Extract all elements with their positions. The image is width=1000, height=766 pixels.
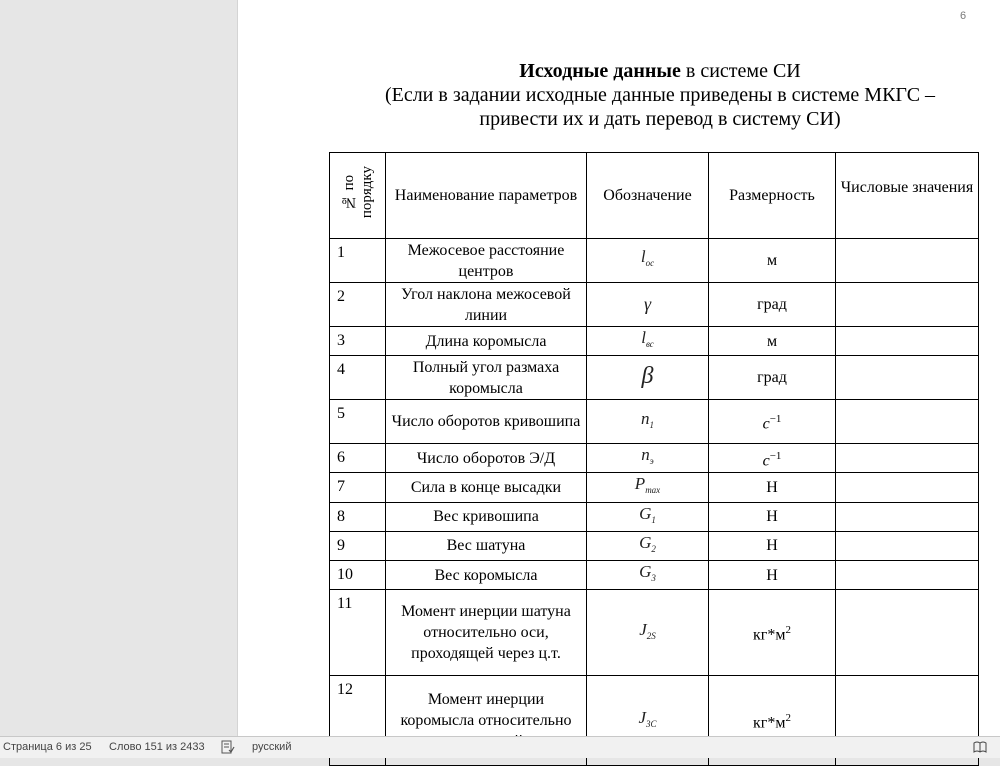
parameter-value[interactable] [836,283,979,327]
status-word-count[interactable]: Слово 151 из 2433 [109,741,205,753]
table-row [330,400,979,444]
symbol-subscript: вс [645,339,654,350]
table-row [330,283,979,327]
unit-text: Н [766,566,778,584]
symbol-subscript: 3 [651,573,656,584]
symbol-subscript: ос [645,258,655,269]
unit-text: град [757,296,787,313]
parameter-name[interactable]: Сила в конце высадки [386,473,587,502]
parameter-name[interactable]: Угол наклона межосевой линии [386,283,587,327]
symbol-glyph: P [634,474,646,494]
symbol-glyph: G [639,532,652,552]
symbol-glyph: l [641,328,646,347]
parameter-value[interactable] [836,531,979,560]
symbol-glyph: G [639,561,652,581]
row-number[interactable]: 5 [330,400,386,444]
symbol-glyph: J [638,707,647,727]
unit-text: кг*м [753,626,786,644]
parameter-value[interactable] [836,560,979,589]
parameter-unit[interactable] [709,473,836,502]
read-mode-icon[interactable] [973,740,987,754]
parameter-value[interactable] [836,239,979,283]
row-number[interactable]: 8 [330,502,386,531]
parameters-table[interactable] [329,152,979,766]
parameter-symbol[interactable] [587,239,709,283]
heading-line-3: привести их и дать перевод в систему СИ) [479,108,841,130]
row-number[interactable]: 9 [330,531,386,560]
symbol-subscript: э [649,456,654,467]
parameter-unit[interactable] [709,356,836,400]
parameter-name[interactable]: Момент инерции шатуна относительно оси, проходящей через ц.т. [386,590,587,676]
document-page[interactable] [237,0,1000,736]
parameter-unit[interactable] [709,590,836,676]
row-number[interactable]: 2 [330,283,386,327]
status-bar [0,736,1000,758]
parameter-unit[interactable] [709,239,836,283]
unit-text: c [762,415,770,433]
parameter-symbol[interactable] [587,560,709,589]
parameter-symbol[interactable] [587,590,709,676]
table-row [330,531,979,560]
parameter-symbol[interactable] [587,356,709,400]
unit-text: град [757,369,787,387]
parameter-name[interactable]: Вес кривошипа [386,502,587,531]
unit-exponent: −1 [769,413,782,426]
symbol-glyph: β [641,363,654,390]
unit-text: c [762,451,770,469]
heading-bold: Исходные данные [519,60,681,82]
header-value[interactable]: Числовые значения [836,153,979,239]
unit-text: м [766,252,778,269]
unit-text: Н [766,478,778,496]
parameter-unit[interactable] [709,502,836,531]
row-number[interactable]: 7 [330,473,386,502]
table-row [330,239,979,283]
status-page-count[interactable]: Страница 6 из 25 [3,741,92,753]
parameter-value[interactable] [836,356,979,400]
parameter-name[interactable]: Число оборотов Э/Д [386,444,587,473]
parameter-name[interactable]: Межосевое расстояние центров [386,239,587,283]
header-num-text: № по порядку [340,166,375,219]
unit-exponent: 2 [785,623,791,636]
symbol-glyph: γ [643,293,652,314]
table-row [330,560,979,589]
heading-rest: в системе СИ [680,60,801,82]
status-language[interactable]: русский [252,741,292,753]
parameter-name[interactable]: Вес коромысла [386,560,587,589]
table-row [330,502,979,531]
parameter-unit[interactable] [709,327,836,356]
row-number[interactable]: 3 [330,327,386,356]
row-number[interactable]: 1 [330,239,386,283]
table-row [330,356,979,400]
parameter-value[interactable] [836,400,979,444]
symbol-subscript: 1 [649,419,654,430]
parameter-symbol[interactable] [587,502,709,531]
parameter-name[interactable]: Длина коромысла [386,327,587,356]
unit-text: кг*м [753,714,786,732]
symbol-glyph: n [641,445,650,465]
unit-exponent: 2 [785,711,791,724]
symbol-glyph: l [640,247,646,267]
parameter-name[interactable]: Число оборотов кривошипа [386,400,587,444]
row-number[interactable]: 4 [330,356,386,400]
header-symbol[interactable]: Обозначение [587,153,709,239]
parameter-value[interactable] [836,327,979,356]
row-number[interactable]: 10 [330,560,386,589]
parameter-symbol[interactable] [587,327,709,356]
symbol-subscript: 2 [651,543,656,554]
heading-line-2: (Если в задании исходные данные приведены в системе МКГС – [384,84,936,106]
row-number[interactable]: 6 [330,444,386,473]
unit-text: Н [766,508,778,526]
parameter-unit[interactable] [709,400,836,444]
parameter-name[interactable]: Момент инерции коромысла относительно [386,676,587,766]
header-unit[interactable]: Размерность [709,153,836,239]
symbol-glyph: n [641,408,650,428]
parameter-value[interactable] [836,590,979,676]
parameter-unit[interactable] [709,283,836,327]
parameter-unit[interactable] [709,560,836,589]
parameter-unit[interactable] [709,444,836,473]
parameter-symbol[interactable] [587,473,709,502]
symbol-subscript: 3С [646,718,657,729]
parameter-value[interactable] [836,502,979,531]
table-row [330,444,979,473]
unit-exponent: −1 [769,449,782,462]
parameter-symbol[interactable] [587,531,709,560]
symbol-glyph: J [639,619,647,639]
parameter-value[interactable] [836,473,979,502]
table-header-row [330,153,979,239]
symbol-glyph: G [639,503,652,523]
parameter-unit[interactable] [709,531,836,560]
header-name[interactable]: Наименование параметров [386,153,587,239]
symbol-subscript: max [645,485,661,496]
parameter-symbol[interactable] [587,444,709,473]
symbol-subscript: 1 [651,514,656,525]
unit-text: Н [766,537,778,555]
table-row [330,590,979,676]
navigation-pane-background [0,0,237,736]
parameter-name[interactable]: Вес шатуна [386,531,587,560]
table-row [330,327,979,356]
page-number: 6 [960,10,967,22]
header-num[interactable] [330,153,386,239]
parameter-name[interactable]: Полный угол размаха коромысла [386,356,587,400]
row-number[interactable]: 12 [330,676,386,766]
proofing-icon[interactable] [221,740,235,754]
parameter-value[interactable] [836,444,979,473]
heading-line-1 [330,60,990,83]
unit-text: м [766,332,778,350]
symbol-subscript: 2S [646,630,656,641]
table-row [330,473,979,502]
row-number[interactable]: 11 [330,590,386,676]
parameter-symbol[interactable] [587,283,709,327]
parameter-symbol[interactable] [587,400,709,444]
